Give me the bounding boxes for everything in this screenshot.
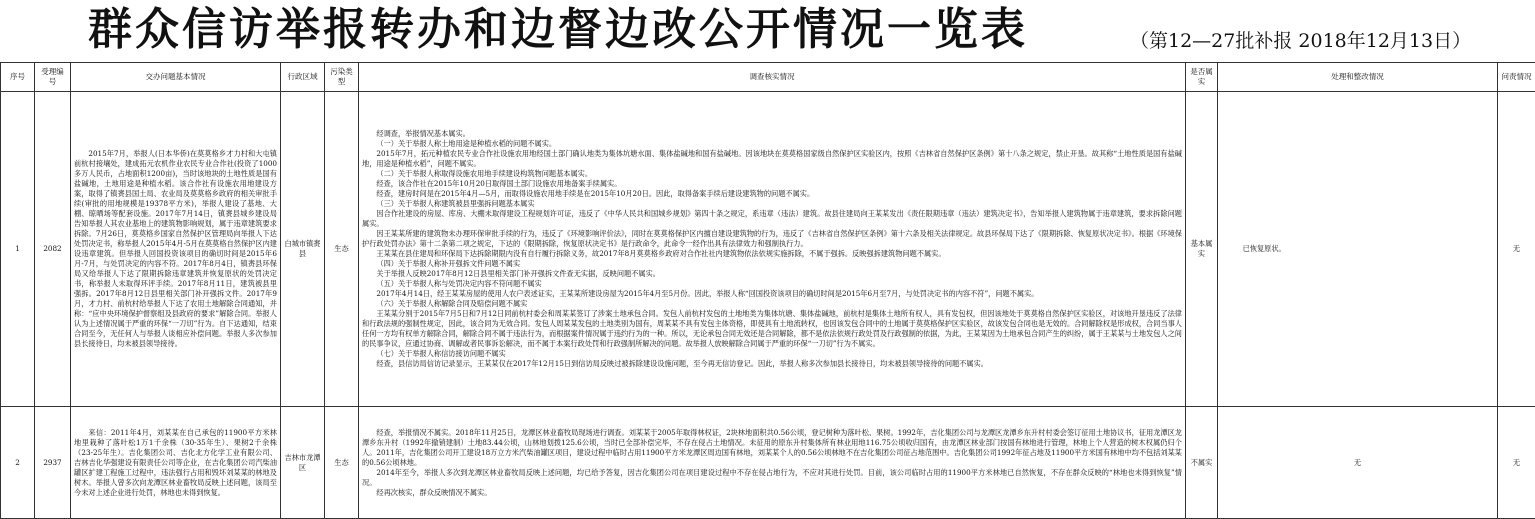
disclosure-table	[0, 62, 1535, 519]
investigation-paragraph: （五）关于举报人称与处罚决定内容不符问题不属实	[362, 279, 1182, 289]
investigation-paragraph: （四）关于举报人称补开强拆文件问题不属实	[362, 259, 1182, 269]
investigation-paragraph: 经查，该合作社在2015年10月20日取得国土部门设施农用地备案手续属实。	[362, 179, 1182, 189]
cell-accountability: 无	[1498, 407, 1535, 519]
title-bar	[0, 0, 1535, 62]
handling-text: 已恢复原状。	[1221, 244, 1494, 254]
investigation-paragraph: 经查，县信访局信访记录显示，王某某仅在2017年12月15日到信访局反映过被拆除建设设施问题，至今再无信访登记。因此，举报人称多次参加县长接待日，均未被县领导接待的问题不属实。	[362, 359, 1182, 369]
investigation-paragraph: 2017年4月14日，经王某某房屋的使用人农户表述证实，王某某所建设房屋为2015年4月至5月份。因此，举报人称“回国投资该项目的确切时间是2015年6月至7月，与处罚决定书的内容不符”，问题不属实。	[362, 289, 1182, 299]
header-accountability: 问责情况	[1498, 63, 1535, 92]
cell-issue	[71, 92, 281, 407]
investigation-paragraph: （七）关于举报人称信访接访问题不属实	[362, 349, 1182, 359]
investigation-paragraph: 2015年7月，拓元种植农民专业合作社设施农用地经国土部门确认地类为集体坑塘水面、集体盐碱地和国有盐碱地。因该地块在莫莫格国家级自然保护区实验区内，按照《吉林省自然保护区条例》第十八条之规定，禁止开垦。故其称“土地性质是国有盐碱地，用途是种植水稻”，问题不属实。	[362, 149, 1182, 169]
investigation-paragraph: 经调查，举报情况基本属实。	[362, 129, 1182, 139]
investigation-paragraph: 因合作社建设的房屋、库房、大棚未取得建设工程规划许可证，违反了《中华人民共和国城乡规划》第四十条之规定，系违章（违法）建筑。故县住建局向王某某发出《责任限期违章（违法）建筑决定书》，告知举报人建筑物属于违章建筑，要求拆除问题属实。	[362, 209, 1182, 229]
investigation-paragraph: 经查，举报情况不属实。2018年11月25日，龙潭区林业畜牧局现场进行调查。刘某某于2005年取得林权证，2块林地面积共0.56公顷，登记树种为落叶松、果树。1992年，吉化集团公司与龙潭区龙潭乡东升村村委会签订征用土地协议书，征用龙潭区龙潭乡东升村（1992年撤销建制）土地83.44公顷，山林地划拨125.6公顷，当时已全部补偿完毕，不存在侵占土地情况。未征用的原东升村集体所有林业用地116.75公顷收归国有，由龙潭区林业部门按国有林地进行管理，林地上个人营造的树木权属仍归个人。2011年，吉化集团公司开工建设18万立方米汽柴油罐区项目，建设过程中临时占用11900平方米龙潭区周边国有林地，刘某某个人的0.56公顷林地不在吉化集团公司征占地范围中。吉化集团公司1992年征占地及11900平方米国有林地中均不包括刘某某的0.56公顷林地。	[362, 428, 1182, 468]
cell-pollution: 生态	[325, 92, 359, 407]
header-accept-no: 受理编号	[35, 63, 71, 92]
issue-text: 来信：2011年4月，刘某某在自己承包的11900平方米林地里栽种了落叶松1万1千余株（30-35年生）、果树2千余株（23-25年生）。吉化集团公司、吉化北方化学工业有限公司、吉林吉化华强建设有限责任公司等企业，在吉化集团公司汽柴油罐区扩建工程施工过程中，违法强行占用和毁坏刘某某的林地及树木。举报人曾多次向龙潭区林业畜牧局反映上述问题，该局至今未对上述企业进行处罚，林地也未得到恢复。	[74, 428, 277, 498]
page-title: 群众信访举报转办和边督边改公开情况一览表	[88, 2, 1028, 58]
investigation-paragraph: 关于举报人反映2017年8月12日县里相关部门补开强拆文件查无实据，反映问题不属实。	[362, 269, 1182, 279]
header-pollution: 污染类型	[325, 63, 359, 92]
cell-accountability: 无	[1498, 92, 1535, 407]
investigation-paragraph: 王某某分别于2015年7月5日和7月12日同前杭村委会和周某某签订了涉案土地承包合同。发包人前杭村发包的土地地类为集体坑塘、集体盐碱地，前杭村是集体土地所有权人，具有发包权，但因该地处于莫莫格自然保护区实验区，对该地开垦违反了法律和行政法规的强制性规定，因此，该合同为无效合同。发包人周某某发包的土地类别为国有，周某某不具有发包主体资格，即使具有土地流转权，也因该发包合同中的土地属于莫莫格保护区实验区，故该发包合同也是无效的。合同解除权是形成权，合同当事人任何一方均有权单方解除合同，解除合同不属于违法行为，而根据案件情况属于违约行为的一种。所以，无论承包合同无效还是合同解除，都不是依法依规行政处罚及行政强制的依据，为此，王某某因为土地承包合同产生的纠纷，属于王某某与土地发包人之间的民事争议，应通过协商、调解或者民事诉讼解决，而不属于本案行政处罚和行政强制所解决的问题。故举报人放映解除合同属于严重的环保“一刀切”行为不属实。	[362, 309, 1182, 349]
investigation-paragraph: 王某某在县住建局和环保局下达拆除期限内没有自行履行拆除义务，故2017年8月莫莫格乡政府对合作社社内建筑物依法依规实施拆除，不属于强拆。反映强拆建筑物问题不属实。	[362, 249, 1182, 259]
investigation-paragraph: 因王某某所建的建筑物未办理环保审批手续的行为，违反了《环境影响评价法》，同时在莫莫格保护区内擅自建设建筑物的行为，违反了《吉林省自然保护区条例》第十六条及相关法律规定。故县环保局下达了《限期拆除、恢复原状决定书》。根据《环境保护行政处罚办法》第十二条第二项之规定，下达的《限期拆除，恢复原状决定书》是行政命令，此命令一经作出具有法律效力和强制执行力。	[362, 229, 1182, 249]
investigation-paragraph: （二）关于举报人称取得设施农用地手续建设构筑物问题基本属实。	[362, 169, 1182, 179]
investigation-paragraph: 2014年至今，举报人多次到龙潭区林业畜牧局反映上述问题，均已给予答复，因吉化集团公司在项目建设过程中不存在侵占地行为，不应对其进行处罚。目前，该公司临时占用的11900平方米林地已自然恢复，不存在群众反映的“林地也未得到恢复”情况。	[362, 468, 1182, 488]
header-verified: 是否属实	[1186, 63, 1218, 92]
cell-handling: 无	[1218, 407, 1498, 519]
cell-accept-no: 2082	[35, 92, 71, 407]
investigation-paragraph: 经再次核实，群众反映情况不属实。	[362, 488, 1182, 498]
cell-investigation	[359, 92, 1186, 407]
cell-verified: 基本属实	[1186, 92, 1218, 407]
page-subtitle: （第12—27批补报 2018年12月13日）	[1130, 26, 1471, 53]
cell-investigation	[359, 407, 1186, 519]
cell-region: 白城市镇赉县	[281, 92, 325, 407]
cell-region: 吉林市龙潭区	[281, 407, 325, 519]
table-row	[1, 92, 1535, 407]
cell-verified: 不属实	[1186, 407, 1218, 519]
header-issue: 交办问题基本情况	[71, 63, 281, 92]
table-header-row	[1, 63, 1535, 92]
investigation-paragraph: （三）关于举报人称建筑被县里强拆问题基本属实	[362, 199, 1182, 209]
investigation-paragraph: 经查，建房时间是在2015年4月—5月，而取得设施农用地手续是在2015年10月20日。因此，取得备案手续后建设建筑物的问题不属实。	[362, 189, 1182, 199]
header-investigation: 调查核实情况	[359, 63, 1186, 92]
cell-pollution: 生态	[325, 407, 359, 519]
header-region: 行政区域	[281, 63, 325, 92]
issue-text: 2015年7月，举报人(日本华侨)在莫莫格乡才力村和大屯镇前杭村接壤处，建成拓元农机作业农民专业合作社(投资了1000多万人民币，占地面积1200亩)，当时该地块的土地性质是国有盐碱地，土地用途是种植水稻。该合作社有设施农用地建设方案，取得了镇赉县国土局、农业局及莫莫格乡政府的相关审批手续(审批的用地规模是19378平方米)，举报人建设了基地、大棚、晾晒场等配套设施。2017年7月14日，镇赉县城乡建设局告知举报人其农业基地上的建筑物影响规划，属于违章建筑要求拆除。7月26日，莫莫格乡国家自然保护区管理局向举报人下达处罚决定书，称举报人2015年4月-5月在莫莫格自然保护区内建设违章建筑。但举报人回国投资该项目的确切时间是2015年6月-7月，与处罚决定的内容不符。2017年8月4日，镇赉县环保局又给举报人下达了限期拆除违章建筑并恢复原状的处罚决定书，称举报人未取得环评手续。2017年8月11日，建筑被县里强拆。2017年8月12日县里相关部门补开强拆文件。2017年9月，才力村、前杭村给举报人下达了农用土地解除合同通知，并称：“应中央环境保护督察组及县政府的要求”解除合同。举报人认为上述情况属于严重的环保“一刀切”行为。自下达通知，结束合同至今，无任何人与举报人谈相应补偿问题。举报人多次参加县长接待日，均未被县领导接待。	[74, 149, 277, 349]
cell-issue	[71, 407, 281, 519]
cell-handling	[1218, 92, 1498, 407]
table-row	[1, 407, 1535, 519]
investigation-paragraph: （六）关于举报人称解除合同及赔偿问题不属实	[362, 299, 1182, 309]
investigation-paragraph: （一）关于举报人称土地用途是种植水稻的问题不属实。	[362, 139, 1182, 149]
header-handling: 处理和整改情况	[1218, 63, 1498, 92]
header-seq: 序号	[1, 63, 35, 92]
cell-seq: 2	[1, 407, 35, 519]
cell-accept-no: 2937	[35, 407, 71, 519]
cell-seq: 1	[1, 92, 35, 407]
